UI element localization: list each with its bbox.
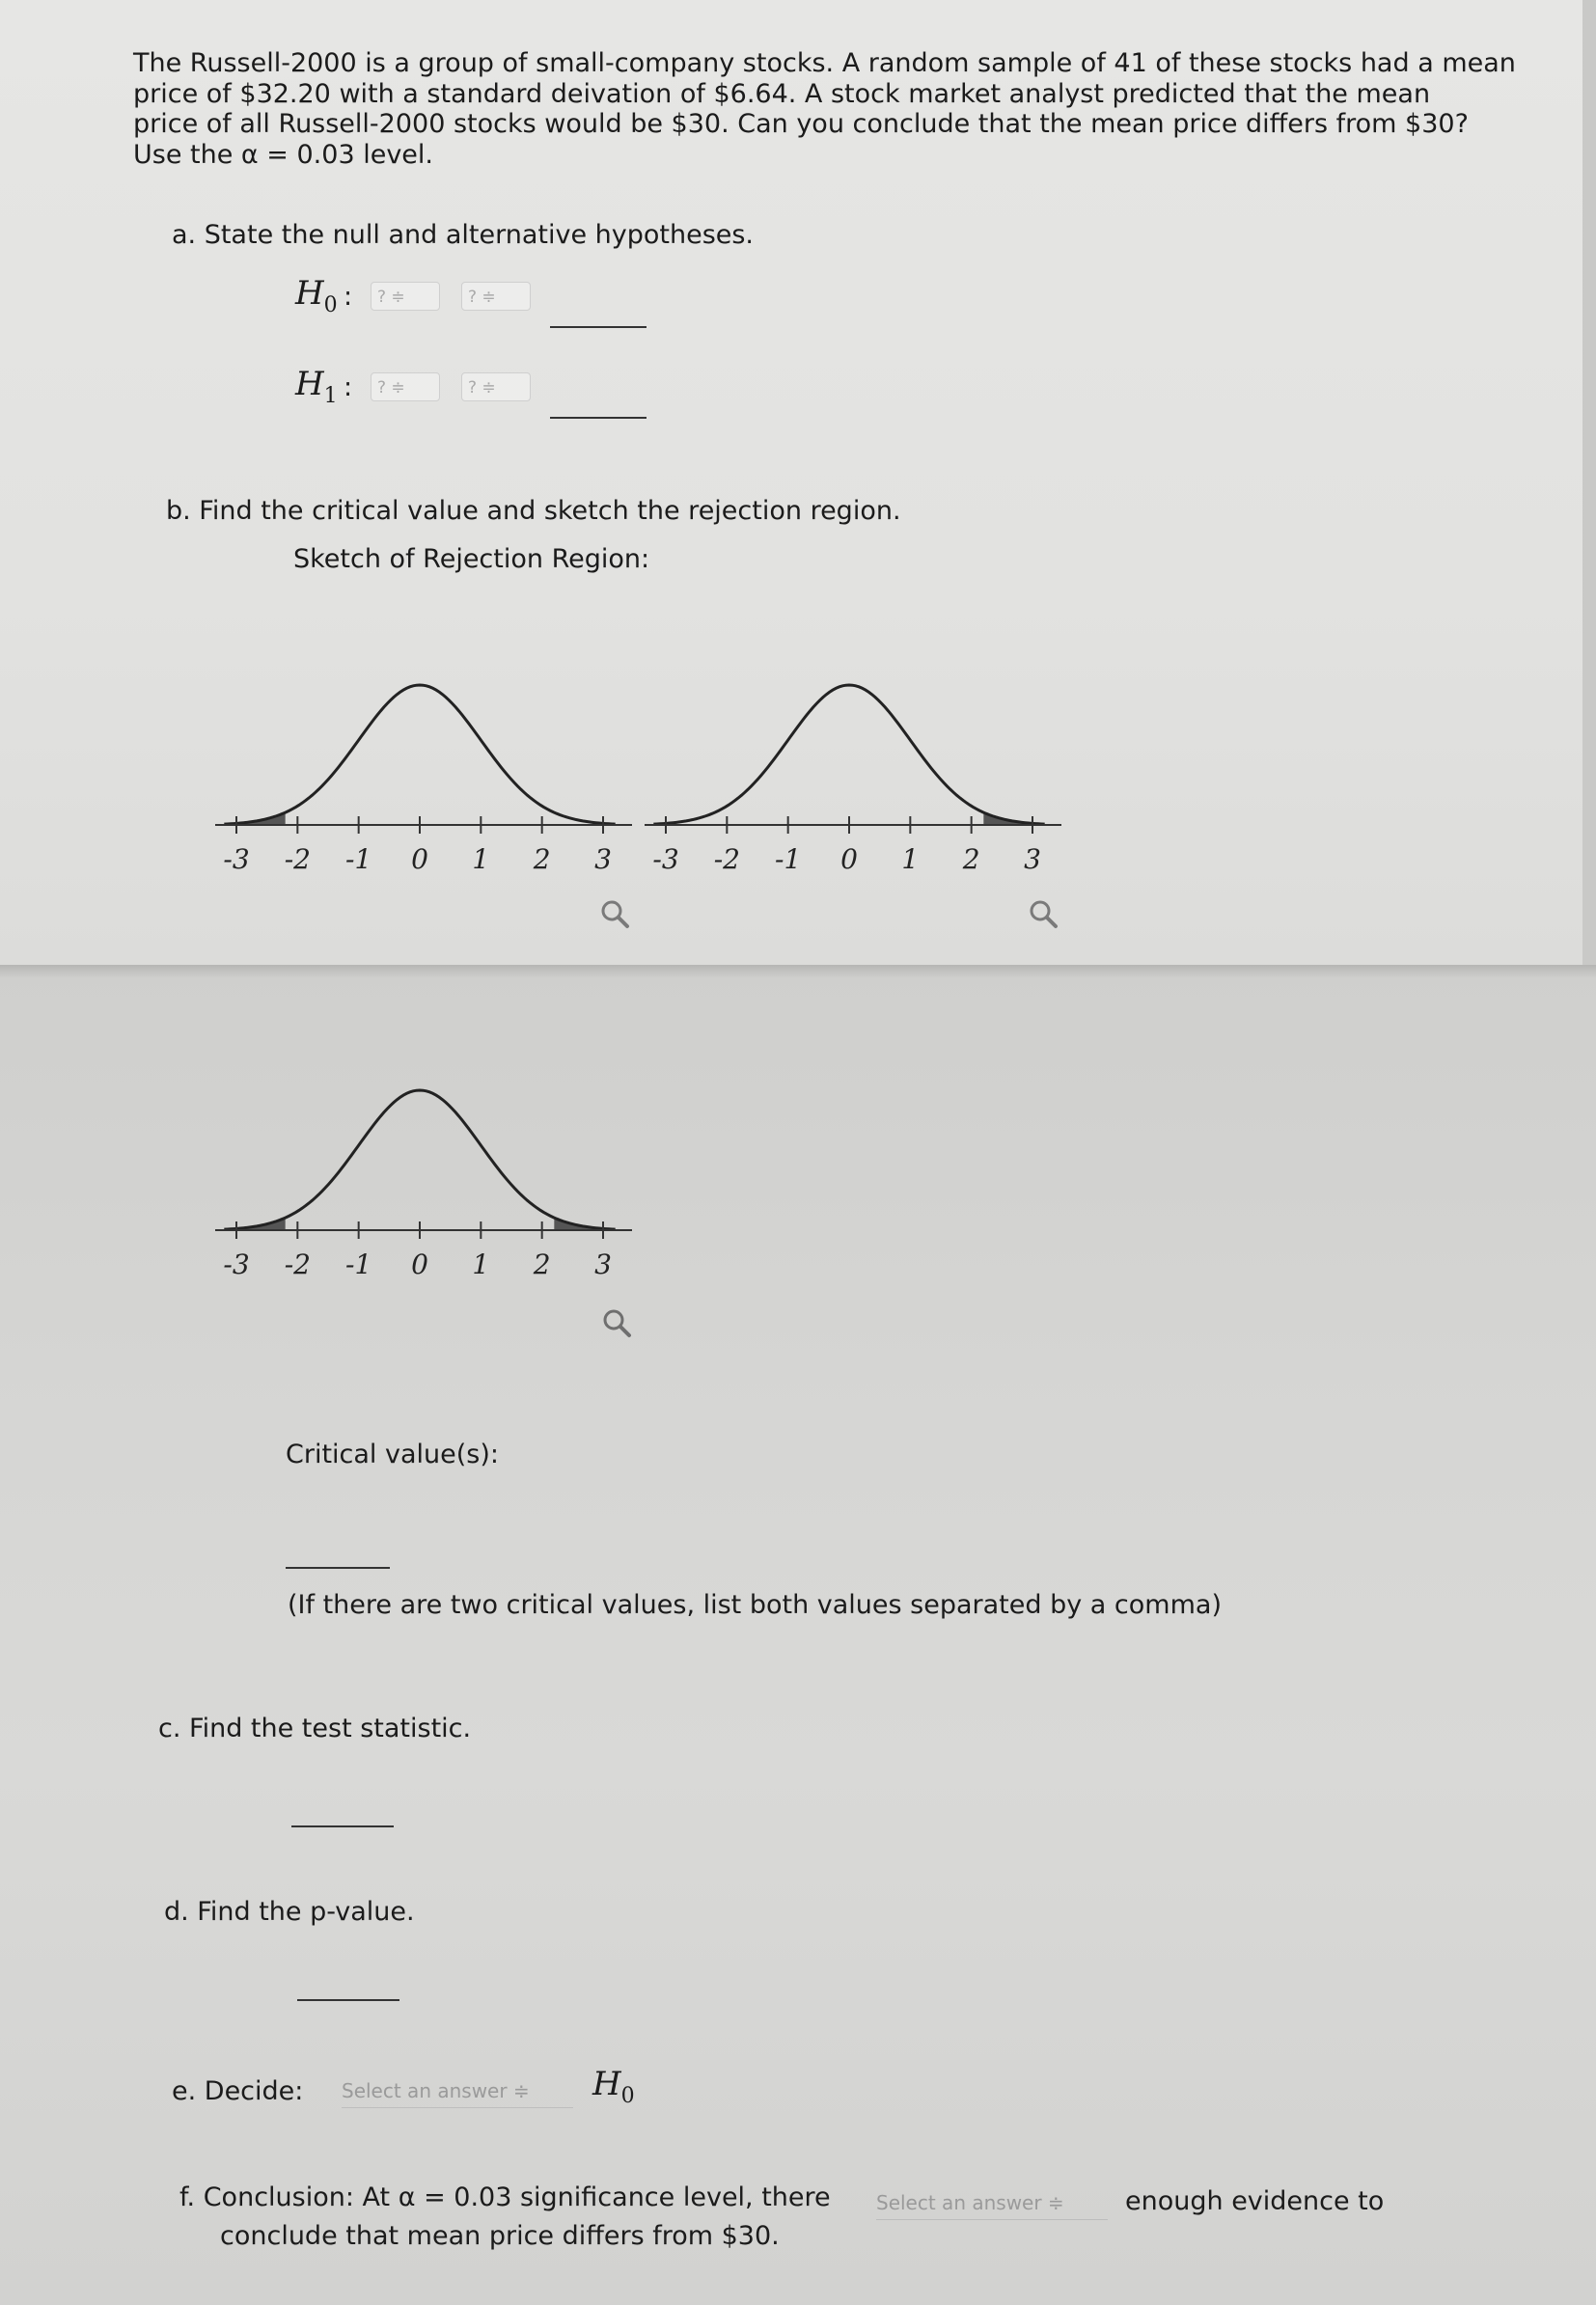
tick-label: 0: [411, 843, 428, 875]
part-c-prompt: c. Find the test statistic.: [158, 1714, 472, 1743]
part-f-prompt-line2: conclude that mean price differs from $30.: [220, 2221, 780, 2251]
h1-operator-select[interactable]: ? ≑: [461, 372, 531, 401]
tick-label: -2: [284, 843, 311, 875]
problem-statement: [133, 48, 1516, 170]
tick-label: -1: [345, 1249, 372, 1280]
magnifier-icon[interactable]: [600, 1306, 633, 1339]
part-a-prompt: a. State the null and alternative hypotheses.: [172, 220, 755, 250]
h1-value-input[interactable]: [550, 390, 647, 419]
decide-h0-label: $H_0$: [592, 2065, 635, 2108]
tick-label: 2: [533, 1249, 551, 1280]
critical-value-input[interactable]: [286, 1540, 390, 1569]
tick-label: 3: [1024, 843, 1041, 875]
part-f-prompt: f. Conclusion: At α = 0.03 significance level, there: [179, 2182, 831, 2212]
tick-label: 1: [901, 843, 920, 875]
tick-label: -1: [775, 843, 802, 875]
fold-shadow: [0, 965, 1596, 978]
problem-line: price of all Russell-2000 stocks would be $30. Can you conclude that the mean price differs from $30?: [133, 109, 1469, 139]
tick-label: 2: [533, 843, 551, 875]
part-f-prompt-continued: enough evidence to: [1125, 2186, 1385, 2216]
magnifier-icon[interactable]: [598, 897, 631, 930]
h0-operator-select[interactable]: ? ≑: [461, 282, 531, 311]
part-e-prompt: e. Decide:: [172, 2076, 304, 2106]
tick-label: 1: [472, 843, 490, 875]
p-value-input[interactable]: [297, 1972, 399, 2001]
magnifier-icon[interactable]: [1027, 897, 1059, 930]
left-tail-graph[interactable]: [207, 637, 651, 888]
tick-label: 2: [962, 843, 980, 875]
problem-line: price of $32.20 with a standard deivation of $6.64. A stock market analyst predicted that the mean: [133, 78, 1431, 109]
conclusion-select[interactable]: Select an answer ≑: [876, 2186, 1108, 2220]
critical-value-note: (If there are two critical values, list both values separated by a comma): [288, 1590, 1222, 1620]
two-tail-graph[interactable]: [207, 1042, 651, 1293]
h0-colon: :: [344, 282, 353, 312]
decide-select[interactable]: Select an answer ≑: [342, 2074, 573, 2108]
tick-labels: [223, 1249, 612, 1280]
tick-label: 0: [840, 843, 858, 875]
tick-label: 0: [411, 1249, 428, 1280]
h0-value-input[interactable]: [550, 299, 647, 328]
problem-line: The Russell-2000 is a group of small-company stocks. A random sample of 41 of these stocks had a mean: [133, 48, 1516, 78]
critical-value-label: Critical value(s):: [286, 1440, 499, 1469]
h1-label: $H_1$: [295, 365, 338, 408]
h0-parameter-select[interactable]: ? ≑: [371, 282, 440, 311]
tick-label: -3: [652, 843, 679, 875]
tick-label: -1: [345, 843, 372, 875]
tick-label: 3: [594, 843, 612, 875]
part-d-prompt: d. Find the p-value.: [164, 1897, 415, 1927]
problem-line: Use the α = 0.03 level.: [133, 139, 433, 170]
h0-label: $H_0$: [295, 274, 338, 317]
sketch-label: Sketch of Rejection Region:: [293, 544, 650, 574]
tick-labels: [652, 843, 1041, 875]
normal-curve: [653, 685, 1044, 824]
part-b-prompt: b. Find the critical value and sketch the rejection region.: [166, 496, 901, 526]
tick-label: -3: [223, 843, 250, 875]
test-statistic-input[interactable]: [291, 1798, 394, 1827]
tick-label: -2: [713, 843, 740, 875]
tick-labels: [223, 843, 612, 875]
h1-colon: :: [344, 372, 353, 402]
right-tail-graph[interactable]: [637, 637, 1081, 888]
h1-parameter-select[interactable]: ? ≑: [371, 372, 440, 401]
normal-curve: [224, 1090, 615, 1229]
normal-curve: [224, 685, 615, 824]
tick-label: 3: [594, 1249, 612, 1280]
tick-label: -2: [284, 1249, 311, 1280]
tick-label: 1: [472, 1249, 490, 1280]
tick-label: -3: [223, 1249, 250, 1280]
